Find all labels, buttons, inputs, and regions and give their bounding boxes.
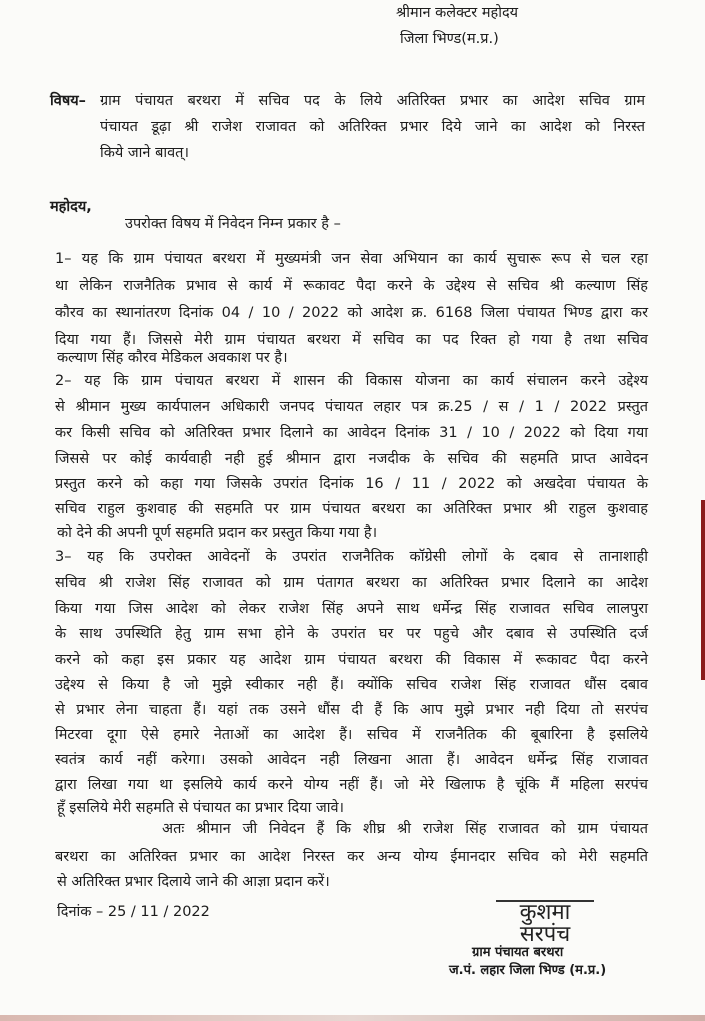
- paragraph-3-line: द्वारा लिखा गया था इसलिये कार्य करने योग्य नहीं हैं। जो मेरे खिलाफ है चूंकि मैं महिला सरपंच: [55, 777, 648, 793]
- paragraph-3-line: करने को कहा इस प्रकार यह आदेश ग्राम पंचायत बरथरा की विकास में रूकावट पैदा करने: [55, 652, 648, 668]
- signature: [490, 900, 600, 946]
- signature-handwritten: कुशमा: [519, 900, 571, 925]
- paragraph-3-line: सचिव श्री राजेश सिंह राजावत को ग्राम पंतागत बरथरा का अतिरिक्त प्रभार दिलाने का आदेश: [55, 575, 648, 591]
- intro: उपरोक्त विषय में निवेदन निम्न प्रकार है –: [125, 216, 341, 232]
- paragraph-3-line: हूँ इसलिये मेरी सहमति से पंचायत का प्रभार दिया जावे।: [57, 800, 345, 816]
- paragraph-1-line: 1– यह कि ग्राम पंचायत बरथरा में मुख्यमंत्री जन सेवा अभियान का कार्य सुचारू रूप से चल रहा: [55, 251, 648, 267]
- paragraph-3-line: उद्देश्य से किया है जो मुझे स्वीकार नही हैं। क्योंकि सचिव राजेश सिंह राजावत धौंस दबाव: [55, 677, 648, 693]
- signature-org-2: ज.पं. लहार जिला भिण्ड (म.प्र.): [449, 963, 607, 978]
- paragraph-3-line: से प्रभार लेना चाहता हैं। यहां तक उसने धौंस दी हैं कि आप मुझे प्रभार नही दिया तो सरपंच: [55, 702, 648, 718]
- paragraph-2-line: को देने की अपनी पूर्ण सहमति प्रदान कर प्रस्तुत किया गया है।: [57, 525, 378, 541]
- paragraph-2-line: 2– यह कि ग्राम पंचायत बरथरा में शासन की विकास योजना का कार्य संचालन करने उद्देश्य: [55, 373, 648, 389]
- addressee-line-1: श्रीमान कलेक्टर महोदय: [396, 5, 519, 21]
- paragraph-2-line: प्रस्तुत करने को कहा गया जिसके उपरांत दिनांक 16 / 11 / 2022 को अखदेवा पंचायत के: [55, 476, 648, 492]
- paragraph-3-line: मिटरवा दूगा ऐसे हमारे नेताओं का आदेश हैं। सचिव में राजनैतिक की बूबारिना है इसलिये: [55, 727, 648, 743]
- paragraph-1-line: दिया गया हैं। जिससे मेरी ग्राम पंचायत बरथरा में सचिव का पद रिक्त हो गया है तथा सचिव: [55, 332, 648, 348]
- subject-line: ग्राम पंचायत बरथरा में सचिव पद के लिये अतिरिक्त प्रभार का आदेश सचिव ग्राम: [100, 93, 645, 109]
- subject-label: विषय–: [50, 93, 86, 109]
- closing-line: बरथरा का अतिरिक्त प्रभार का आदेश निरस्त कर अन्य योग्य ईमानदार सचिव को मेरी सहमति: [55, 849, 648, 865]
- signature-org-1: ग्राम पंचायत बरथरा: [472, 945, 564, 960]
- page-edge: [701, 500, 705, 680]
- paragraph-3-line: किया गया जिस आदेश को लेकर राजेश सिंह अपने साथ धर्मेन्द्र सिंह राजावत सचिव लालपुरा: [55, 601, 648, 617]
- paragraph-1-line: था लेकिन राजनैतिक प्रभाव से कार्य में रूकावट पैदा करने के उद्देश्य से सचिव श्री कल्याण सिंह: [55, 278, 648, 294]
- paragraph-3-line: स्वतंत्र कार्य नहीं करेगा। उसको आवेदन नही लिखना आता हैं। आवेदन धर्मेन्द्र सिंह राजावत: [55, 752, 648, 768]
- date: दिनांक – 25 / 11 / 2022: [57, 904, 210, 920]
- paragraph-2-line: सचिव राहुल कुशवाह की सहमति पर ग्राम पंचायत बरथरा का अतिरिक्त प्रभार श्री राहुल कुशवाह: [55, 501, 648, 517]
- paragraph-1-line: कौरव का स्थानांतरण दिनांक 04 / 10 / 2022 को आदेश क्र. 6168 जिला पंचायत भिण्ड द्वारा कर: [55, 305, 648, 321]
- paragraph-3-line: 3– यह कि उपरोक्त आवेदनों के उपरांत राजनैतिक कॉग्रेसी लोगों के दबाव से तानाशाही: [55, 549, 648, 565]
- closing-line: अतः श्रीमान जी निवेदन हैं कि शीघ्र श्री राजेश सिंह राजावत को ग्राम पंचायत: [162, 821, 648, 837]
- page-bottom-edge: [0, 1015, 705, 1021]
- closing-line: से अतिरिक्त प्रभार दिलाये जाने की आज्ञा प्रदान करें।: [57, 874, 330, 890]
- paragraph-1-line: कल्याण सिंह कौरव मेडिकल अवकाश पर है।: [57, 350, 288, 366]
- salutation: महोदय,: [50, 199, 92, 215]
- subject-line: किये जाने बावत्।: [100, 145, 189, 161]
- signature-title: सरपंच: [519, 922, 571, 947]
- paragraph-2-line: से श्रीमान मुख्य कार्यपालन अधिकारी जनपद पंचायत लहार पत्र क्र.25 / स / 1 / 2022 प्रस्तुत: [55, 399, 648, 415]
- paragraph-3-line: के साथ उपस्थिति हेतु ग्राम सभा होने के उपरांत घर पर पहुचे और दबाव से उपस्थिति दर्ज: [55, 626, 648, 642]
- subject-line: पंचायत डूढ़ा श्री राजेश राजावत को अतिरिक्त प्रभार दिये जाने का आदेश को निरस्त: [100, 119, 645, 135]
- paragraph-2-line: जिससे पर कोई कार्यवाही नही हुई श्रीमान द्वारा नजदीक के सचिव की सहमति प्राप्त आवेदन: [55, 451, 648, 467]
- addressee-line-2: जिला भिण्ड(म.प्र.): [400, 31, 499, 47]
- paragraph-2-line: कर किसी सचिव को अतिरिक्त प्रभार दिलाने का आवेदन दिनांक 31 / 10 / 2022 को दिया गया: [55, 425, 648, 441]
